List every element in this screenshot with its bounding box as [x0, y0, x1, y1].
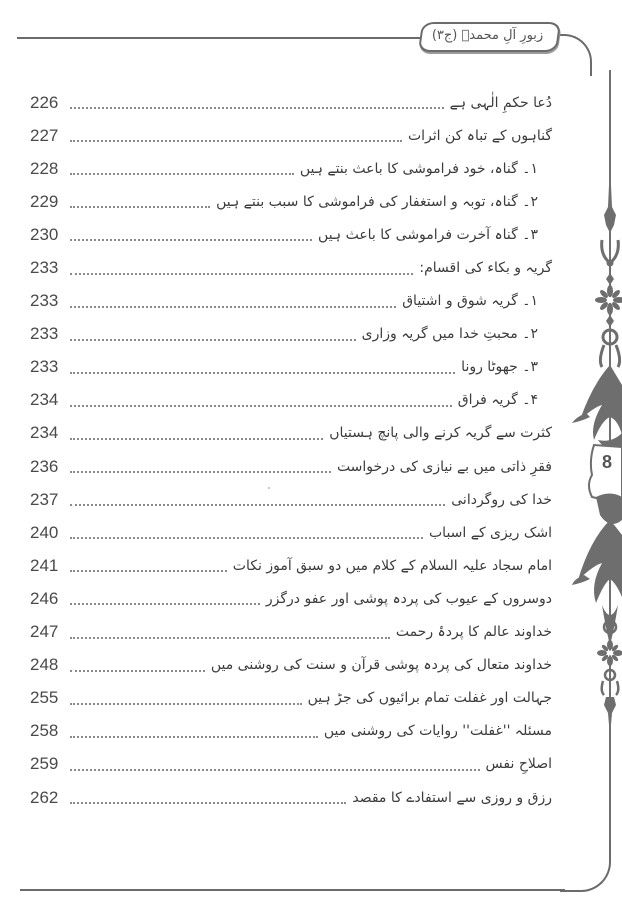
dotted-leader	[70, 437, 323, 440]
dotted-leader	[70, 139, 402, 142]
toc-entry-title: گریہ و بکاء کی اقسام:	[419, 260, 552, 277]
dotted-leader	[70, 569, 227, 572]
dotted-leader	[70, 702, 302, 705]
dotted-leader	[70, 602, 260, 605]
toc-page-number: 236	[30, 456, 59, 476]
toc-entry[interactable]	[30, 616, 560, 649]
frame-bottom-border	[20, 889, 565, 891]
toc-entry[interactable]	[30, 185, 560, 218]
dotted-leader	[70, 801, 346, 804]
toc-entry-title: امام سجاد علیہ السلام کے کلام میں دو سبق آموز نکات	[232, 557, 552, 574]
dotted-leader	[70, 404, 452, 407]
toc-entry[interactable]	[30, 516, 560, 549]
toc-page-number: 229	[30, 191, 59, 211]
toc-entry[interactable]	[30, 450, 560, 483]
dotted-leader	[70, 735, 318, 738]
dotted-leader	[70, 305, 396, 308]
toc-entry-title: ۲۔ محبتِ خدا میں گریہ وزاری	[361, 326, 538, 343]
frame-bottom-right-corner	[560, 840, 611, 892]
toc-entry-title: خداوند متعال کی پردہ پوشی قرآن و سنت کی روشنی میں	[210, 657, 552, 674]
toc-entry-title: اصلاحِ نفس	[485, 756, 552, 773]
dotted-leader	[70, 503, 445, 506]
toc-page-number: 226	[30, 92, 59, 112]
toc-page-number: 262	[30, 787, 59, 807]
toc-entry[interactable]	[30, 582, 560, 615]
toc-page-number: 230	[30, 224, 59, 244]
dotted-leader	[70, 205, 210, 208]
dotted-leader	[70, 172, 294, 175]
toc-entry[interactable]	[30, 251, 560, 284]
dotted-leader	[70, 768, 480, 771]
toc-page-number: 234	[30, 423, 59, 443]
toc-entry-title: کثرت سے گریہ کرنے والی پانچ ہستیاں	[329, 425, 552, 442]
toc-page-number: 228	[30, 158, 59, 178]
dotted-leader	[70, 636, 390, 639]
toc-entry[interactable]	[30, 285, 560, 318]
toc-entry[interactable]	[30, 318, 560, 351]
toc-entry[interactable]	[30, 649, 560, 682]
toc-entry-title: دُعا حکمِ الٰہی ہے	[449, 94, 552, 111]
toc-page-number: 234	[30, 390, 59, 410]
toc-page-number: 227	[30, 125, 59, 145]
toc-entry-title: ۱۔ گناہ، خود فراموشی کا باعث بنتے ہیں	[299, 160, 538, 177]
toc-entry[interactable]	[30, 715, 560, 748]
page-number-badge: 8	[601, 452, 612, 472]
toc-entry[interactable]	[30, 483, 560, 516]
toc-page-number: 247	[30, 622, 59, 642]
toc-entry[interactable]	[30, 384, 560, 417]
toc-entry-title: خداوند عالم کا پردۂ رحمت	[395, 624, 552, 641]
toc-page-number: 241	[30, 555, 59, 575]
table-of-contents	[30, 86, 560, 814]
toc-entry[interactable]	[30, 86, 560, 119]
toc-entry-title: ۲۔ گناہ، توبہ و استغفار کی فراموشی کا سبب بنتے ہیں	[216, 193, 538, 210]
scan-speck	[268, 487, 270, 489]
toc-page-number: 248	[30, 655, 59, 675]
frame-top-right-corner	[555, 34, 592, 76]
toc-page-number: 255	[30, 688, 59, 708]
toc-entry-title: ۳۔ جھوٹا رونا	[461, 359, 538, 376]
toc-page-number: 246	[30, 588, 59, 608]
toc-entry-title: اشک ریزی کے اسباب	[429, 524, 552, 541]
frame-top-border	[17, 37, 422, 39]
toc-entry-title: ۱۔ گریہ شوق و اشتیاق	[402, 293, 538, 310]
toc-entry[interactable]	[30, 351, 560, 384]
toc-entry[interactable]	[30, 682, 560, 715]
toc-entry[interactable]	[30, 549, 560, 582]
toc-entry-title: ۳۔ گناہ آخرت فراموشی کا باعث ہیں	[318, 226, 538, 243]
toc-page-number: 233	[30, 291, 59, 311]
toc-entry[interactable]	[30, 218, 560, 251]
toc-entry-title: فقرِ ذاتی میں بے نیازی کی درخواست	[336, 458, 552, 475]
toc-entry-title: رزق و روزی سے استفادے کا مقصد	[352, 789, 552, 806]
toc-page-number: 240	[30, 522, 59, 542]
toc-page-number: 233	[30, 324, 59, 344]
book-title: زبورِ آلِ محمدؐ (ج۳)	[431, 28, 544, 43]
dotted-leader	[70, 669, 205, 672]
toc-page-number: 233	[30, 258, 59, 278]
toc-entry-title: جہالت اور غفلت تمام برائیوں کی جڑ ہیں	[307, 690, 552, 707]
dotted-leader	[70, 272, 413, 275]
toc-page-number: 258	[30, 721, 59, 741]
dotted-leader	[70, 106, 444, 109]
toc-entry[interactable]	[30, 417, 560, 450]
toc-entry[interactable]	[30, 152, 560, 185]
toc-entry[interactable]	[30, 748, 560, 781]
toc-entry[interactable]	[30, 781, 560, 814]
dotted-leader	[70, 238, 312, 241]
toc-entry-title: ۴۔ گریہ فراق	[457, 392, 538, 409]
dotted-leader	[70, 338, 356, 341]
toc-page-number: 259	[30, 754, 59, 774]
toc-entry-title: دوسروں کے عیوب کی پردہ پوشی اور عفو درگزر	[265, 590, 552, 607]
toc-entry-title: مسئلہ ''غفلت'' روایات کی روشنی میں	[323, 723, 552, 740]
dotted-leader	[70, 470, 331, 473]
toc-page-number: 237	[30, 489, 59, 509]
toc-page-number: 233	[30, 357, 59, 377]
toc-entry-title: گناہوں کے تباہ کن اثرات	[407, 127, 552, 144]
toc-entry-title: خدا کی روگردانی	[451, 491, 552, 508]
toc-entry[interactable]	[30, 119, 560, 152]
dotted-leader	[70, 536, 423, 539]
dotted-leader	[70, 371, 455, 374]
